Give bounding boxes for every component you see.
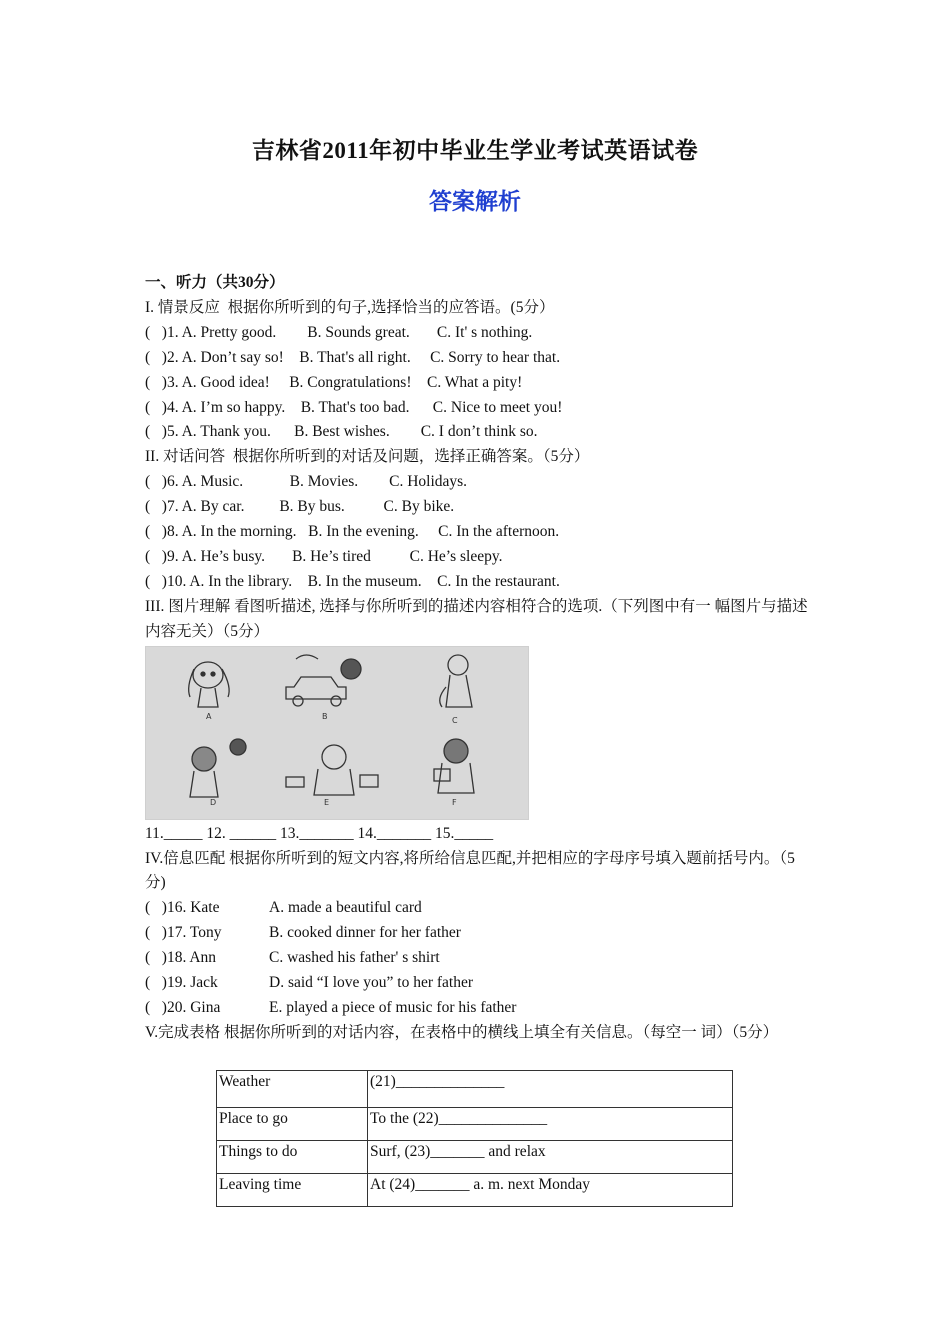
table-row [217,1108,733,1141]
info-table [216,1070,733,1207]
match-row [145,996,815,1021]
match-left: ( )19. Jack [145,974,218,992]
picture-label-d: D [210,797,217,807]
table-key: Place to go [217,1108,368,1141]
table-key: Weather [217,1071,368,1108]
picture-label-a: A [206,711,212,721]
question-2: ( )2. A. Don’t say so! B. That's all right. C. Sorry to hear that. [145,348,561,366]
picture-set-image [145,646,529,820]
match-left: ( )17. Tony [145,924,222,942]
match-right: D. said “I love you” to her father [269,974,474,992]
part4-instruction: IV.倍息匹配 根据你所听到的短文内容,将所给信息匹配,并把相应的字母序号填入题前括号内。（5分) [145,849,795,892]
part1-instruction: I. 情景反应 根据你所听到的句子,选择恰当的应答语。(5分） [145,298,555,316]
question-8: ( )8. A. In the morning. B. In the evening. C. In the afternoon. [145,523,560,541]
match-left: ( )16. Kate [145,899,220,917]
question-5: ( )5. A. Thank you. B. Best wishes. C. I don’t think so. [145,423,538,441]
table-key: Leaving time [217,1174,368,1207]
table-row [217,1071,733,1108]
table-value: At (24)_______ a. m. next Monday [368,1174,733,1207]
exam-content [145,271,815,1046]
question-10: ( )10. A. In the library. B. In the museum. C. In the restaurant. [145,572,560,590]
page-subtitle: 答案解析 [429,189,521,214]
table-value: Surf, (23)_______ and relax [368,1141,733,1174]
match-left: ( )20. Gina [145,998,221,1016]
match-row [145,946,815,971]
question-4: ( )4. A. I’m so happy. B. That's too bad. C. Nice to meet you! [145,398,563,416]
match-left: ( )18. Ann [145,949,217,967]
question-7: ( )7. A. By car. B. By bus. C. By bike. [145,498,455,516]
table-row [217,1141,733,1174]
match-right: E. played a piece of music for his father [269,998,517,1016]
picture-label-e: E [324,797,330,807]
match-row [145,971,815,996]
match-right: C. washed his father' s shirt [269,949,440,967]
question-3: ( )3. A. Good idea! B. Congratulations! C. What a pity! [145,373,523,391]
table-key: Things to do [217,1141,368,1174]
match-row [145,896,815,921]
question-1: ( )1. A. Pretty good. B. Sounds great. C. It' s nothing. [145,323,533,341]
question-6: ( )6. A. Music. B. Movies. C. Holidays. [145,473,468,491]
table-value: (21)______________ [368,1071,733,1108]
table-row [217,1174,733,1207]
match-row [145,921,815,946]
picture-label-f: F [452,797,457,807]
part5-instruction: V.完成表格 根据你所听到的对话内容，在表格中的横线上填全有关信息。（每空一 词）（5分） [145,1023,779,1041]
question-9: ( )9. A. He’s busy. B. He’s tired C. He’s sleepy. [145,547,503,565]
page-title: 吉林省2011年初中毕业生学业考试英语试卷 [251,138,699,163]
match-right: A. made a beautiful card [269,899,422,917]
part2-instruction: II. 对话问答 根据你所听到的对话及问题，选择正确答案。（5分） [145,448,590,466]
picture-label-b: B [322,711,328,721]
picture-answer-blanks: 11._____ 12. ______ 13._______ 14._______ 15._____ [145,824,494,842]
picture-label-c: C [452,715,458,725]
section-heading: 一、听力（共30分） [145,274,285,291]
table-value: To the (22)______________ [368,1108,733,1141]
part3-instruction: III. 图片理解 看图听描述, 选择与你所听到的描述内容相符合的选项.（下列图中有一 幅图片与描述内容无关）（5分） [145,597,808,640]
match-right: B. cooked dinner for her father [269,924,461,942]
cartoon-pictures [146,647,528,819]
